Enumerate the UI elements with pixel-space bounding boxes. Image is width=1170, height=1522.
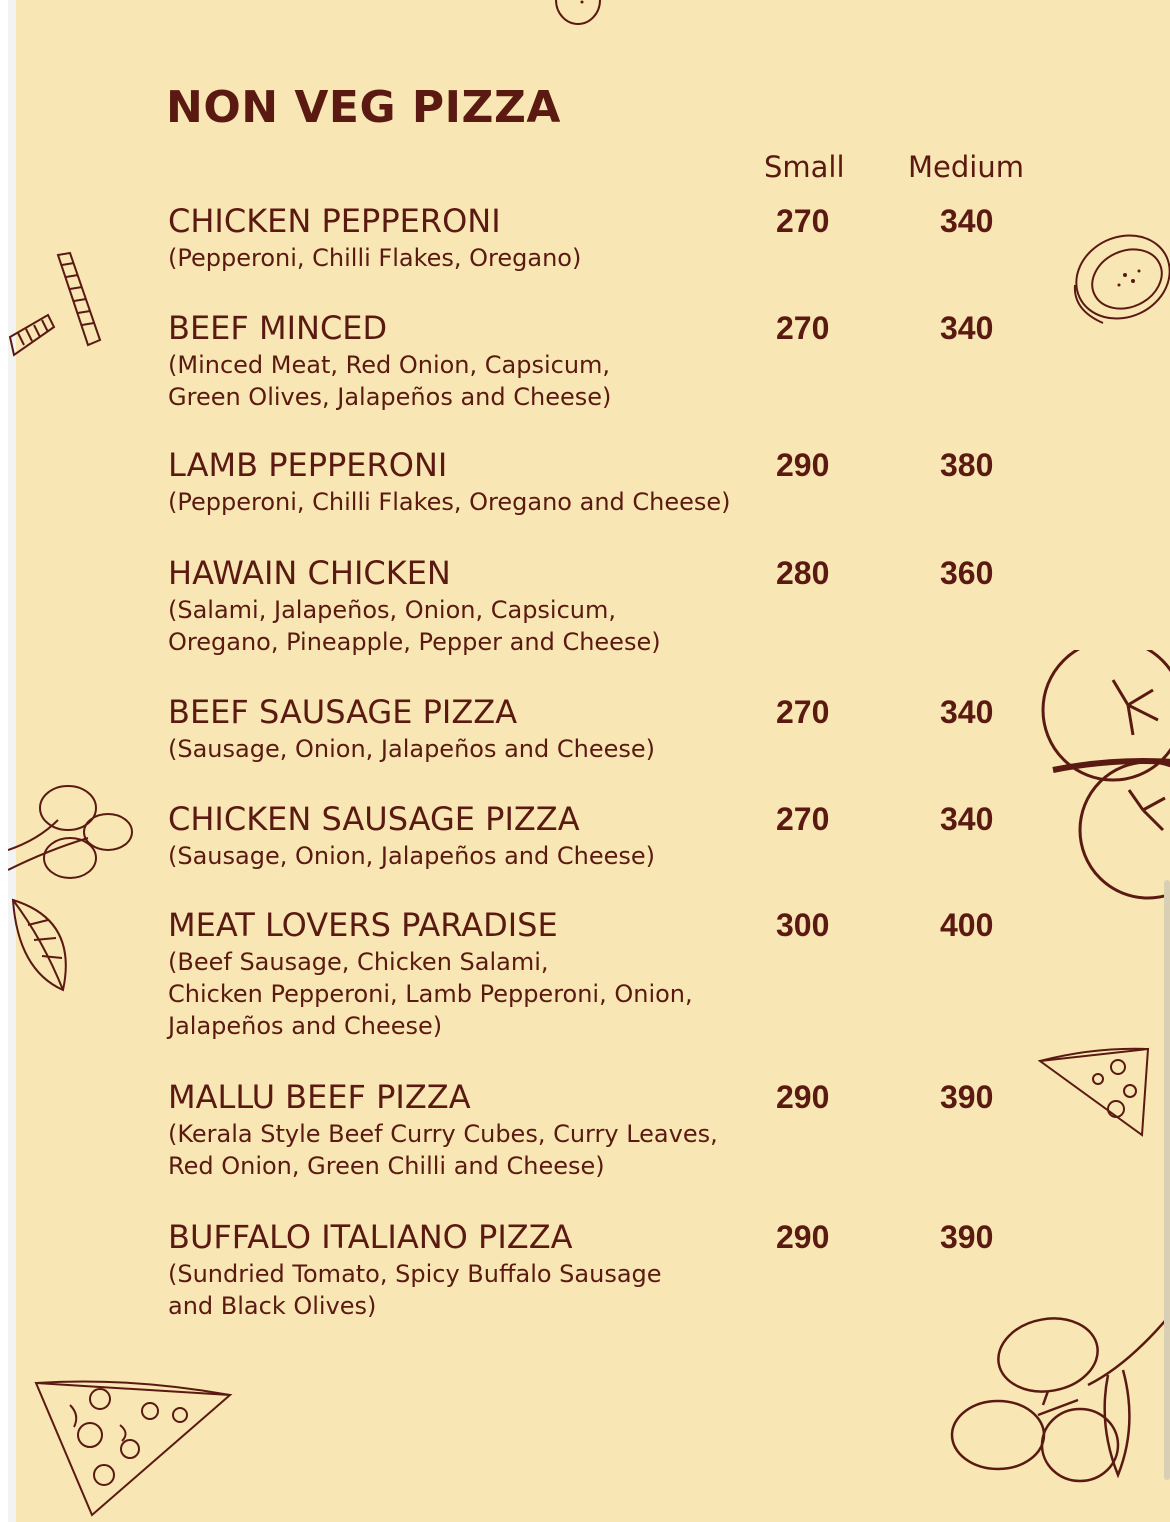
- menu-item: [168, 800, 768, 872]
- item-description-line: Red Onion, Green Chilli and Cheese): [168, 1152, 605, 1180]
- item-description: [168, 349, 768, 413]
- cucumber-slice-icon: [1063, 215, 1170, 335]
- pizza-slice-icon: [30, 1375, 235, 1520]
- price-small: 270: [776, 203, 830, 239]
- item-description: [168, 1118, 768, 1182]
- price-small: 270: [776, 801, 830, 837]
- pasta-icon: [8, 245, 108, 375]
- price-small: 290: [776, 1219, 830, 1255]
- item-description: [168, 486, 768, 518]
- item-description-line: (Pepperoni, Chilli Flakes, Oregano): [168, 244, 582, 272]
- item-name: MALLU BEEF PIZZA: [168, 1078, 471, 1116]
- item-name: BEEF MINCED: [168, 309, 388, 347]
- item-description-line: (Sundried Tomato, Spicy Buffalo Sausage: [168, 1260, 662, 1288]
- page-edge: [8, 0, 16, 1522]
- menu-item: [168, 906, 768, 1042]
- item-name: HAWAIN CHICKEN: [168, 554, 451, 592]
- price-medium: 340: [940, 203, 994, 239]
- item-name: CHICKEN SAUSAGE PIZZA: [168, 800, 580, 838]
- item-name: MEAT LOVERS PARADISE: [168, 906, 558, 944]
- olive-icon: [548, 0, 608, 30]
- tomato-icon: [1033, 650, 1170, 900]
- price-small: 300: [776, 907, 830, 943]
- price-small: 280: [776, 555, 830, 591]
- price-small: 290: [776, 1079, 830, 1115]
- price-small: 270: [776, 694, 830, 730]
- price-medium: 340: [940, 694, 994, 730]
- price-medium: 390: [940, 1219, 994, 1255]
- item-description: [168, 733, 768, 765]
- menu-item: [168, 554, 768, 658]
- item-description-line: Chicken Pepperoni, Lamb Pepperoni, Onion,: [168, 980, 693, 1008]
- item-description: [168, 946, 768, 1042]
- item-description-line: (Sausage, Onion, Jalapeños and Cheese): [168, 735, 656, 763]
- olive-branch-icon: [948, 1305, 1170, 1485]
- item-description: [168, 840, 768, 872]
- column-header-medium: Medium: [908, 150, 1024, 184]
- item-description-line: (Sausage, Onion, Jalapeños and Cheese): [168, 842, 656, 870]
- menu-item: [168, 446, 768, 518]
- menu-item: [168, 1218, 768, 1322]
- price-medium: 390: [940, 1079, 994, 1115]
- menu-title: NON VEG PIZZA: [166, 82, 561, 133]
- price-medium: 340: [940, 801, 994, 837]
- item-name: BEEF SAUSAGE PIZZA: [168, 693, 518, 731]
- item-description: [168, 1258, 768, 1322]
- price-medium: 380: [940, 447, 994, 483]
- item-description: [168, 242, 768, 274]
- scrollbar[interactable]: [1164, 880, 1170, 1480]
- item-description-line: Green Olives, Jalapeños and Cheese): [168, 383, 612, 411]
- pizza-slice-icon: [1038, 1045, 1168, 1145]
- menu-page: [8, 0, 1170, 1522]
- price-medium: 360: [940, 555, 994, 591]
- item-description-line: (Pepperoni, Chilli Flakes, Oregano and Cheese): [168, 488, 731, 516]
- price-medium: 340: [940, 310, 994, 346]
- menu-item: [168, 693, 768, 765]
- item-description-line: (Beef Sausage, Chicken Salami,: [168, 948, 549, 976]
- item-name: BUFFALO ITALIANO PIZZA: [168, 1218, 573, 1256]
- item-description-line: Jalapeños and Cheese): [168, 1012, 443, 1040]
- menu-item: [168, 309, 768, 413]
- price-medium: 400: [940, 907, 994, 943]
- item-name: CHICKEN PEPPERONI: [168, 202, 501, 240]
- item-description-line: Oregano, Pineapple, Pepper and Cheese): [168, 628, 661, 656]
- basil-leaf-icon: [8, 890, 78, 1000]
- item-description-line: (Minced Meat, Red Onion, Capsicum,: [168, 351, 611, 379]
- item-description: [168, 594, 768, 658]
- menu-item: [168, 202, 768, 274]
- menu-item: [168, 1078, 768, 1182]
- price-small: 270: [776, 310, 830, 346]
- item-name: LAMB PEPPERONI: [168, 446, 448, 484]
- price-small: 290: [776, 447, 830, 483]
- item-description-line: (Kerala Style Beef Curry Cubes, Curry Leaves,: [168, 1120, 718, 1148]
- column-header-small: Small: [764, 150, 845, 184]
- olive-branch-icon: [8, 780, 138, 890]
- item-description-line: (Salami, Jalapeños, Onion, Capsicum,: [168, 596, 617, 624]
- item-description-line: and Black Olives): [168, 1292, 377, 1320]
